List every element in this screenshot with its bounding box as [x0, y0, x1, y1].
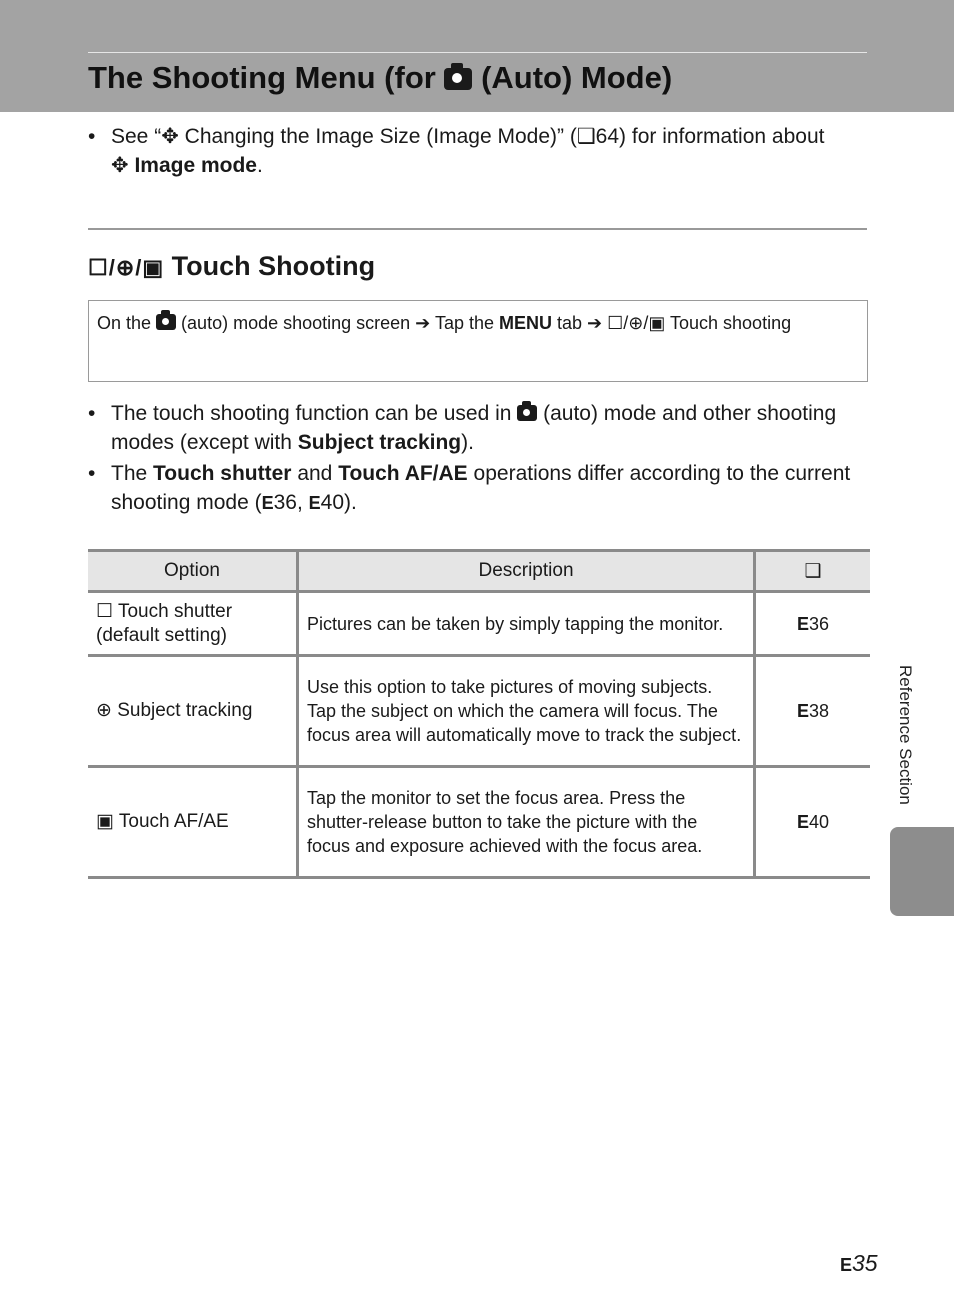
touch-mode-icons: ☐/⊕/▣ [607, 313, 666, 333]
table-row [88, 592, 870, 656]
header-band [0, 0, 954, 112]
reference-icon: E [840, 1255, 853, 1275]
reference-cell[interactable]: E38 [755, 656, 871, 767]
side-section-tab[interactable] [890, 827, 954, 916]
side-section-label: Reference Section [896, 665, 915, 805]
subject-tracking-icon: ⊕ [96, 700, 112, 721]
body-bullets [88, 399, 868, 520]
reference-cell[interactable]: E40 [755, 767, 871, 878]
description-cell: Tap the monitor to set the focus area. Press the shutter-release button to take the picture with the focus and exposure achieved with the focus area. [298, 767, 755, 878]
section-title: ☐/⊕/▣ Touch Shooting [88, 251, 376, 281]
reference-icon: E [261, 493, 274, 513]
menu-icon: MENU [498, 313, 552, 333]
description-cell: Use this option to take pictures of moving subjects. Tap the subject on which the camera will focus. The focus area will automatically move to track the subject. [298, 656, 755, 767]
touch-shutter-link[interactable]: Touch shutter [153, 462, 292, 485]
book-icon: ❑ [576, 125, 596, 148]
reference-icon: E [308, 493, 321, 513]
option-touch-af-ae: ▣ Touch AF/AE [88, 767, 298, 878]
col-option: Option [88, 551, 298, 592]
intro-bullet: • See “✥ Changing the Image Size (Image Mode)” (❑64) for information about ✥ Image mode. [88, 122, 868, 180]
header-rule [88, 52, 867, 53]
touch-shutter-icon: ☐ [96, 600, 114, 622]
image-mode-link[interactable]: Image mode [128, 154, 257, 177]
touch-af-ae-icon: ▣ [96, 811, 114, 832]
table-row [88, 656, 870, 767]
reference-icon: E [796, 812, 809, 832]
image-mode-icon: ✥ [111, 154, 129, 177]
bullet-item: • The Touch shutter and Touch AF/AE operations differ according to the current shooting mode (E36, E40). [88, 459, 868, 518]
table-row [88, 767, 870, 878]
camera-icon [517, 405, 537, 421]
touch-mode-icons: ☐/⊕/▣ [88, 255, 165, 280]
table-header-row [88, 551, 870, 592]
reference-cell[interactable]: E36 [755, 592, 871, 656]
menu-path-box: On the (auto) mode shooting screen ➔ Tap the MENU tab ➔ ☐/⊕/▣ Touch shooting [88, 300, 868, 382]
reference-icon: E [796, 613, 809, 634]
intro-bullets [88, 122, 868, 182]
reference-icon: E [796, 701, 809, 721]
option-subject-tracking: ⊕ Subject tracking [88, 656, 298, 767]
page-number: E35 [840, 1250, 878, 1276]
col-description: Description [298, 551, 755, 592]
bullet-item: • The touch shooting function can be used in (auto) mode and other shooting modes (except with Subject tracking). [88, 399, 868, 457]
page-title: The Shooting Menu (for (Auto) Mode) [88, 60, 673, 95]
camera-icon [156, 314, 176, 330]
touch-af-ae-link[interactable]: Touch AF/AE [338, 462, 468, 485]
section-rule [88, 228, 867, 230]
subject-tracking-link[interactable]: Subject tracking [297, 431, 462, 454]
camera-icon [444, 68, 472, 90]
description-cell: Pictures can be taken by simply tapping the monitor. [298, 592, 755, 656]
options-table [88, 549, 870, 879]
image-mode-icon: ✥ [161, 125, 179, 148]
option-touch-shutter: ☐ Touch shutter (default setting) [88, 592, 298, 656]
col-reference-book-icon: ❑ [755, 551, 871, 592]
